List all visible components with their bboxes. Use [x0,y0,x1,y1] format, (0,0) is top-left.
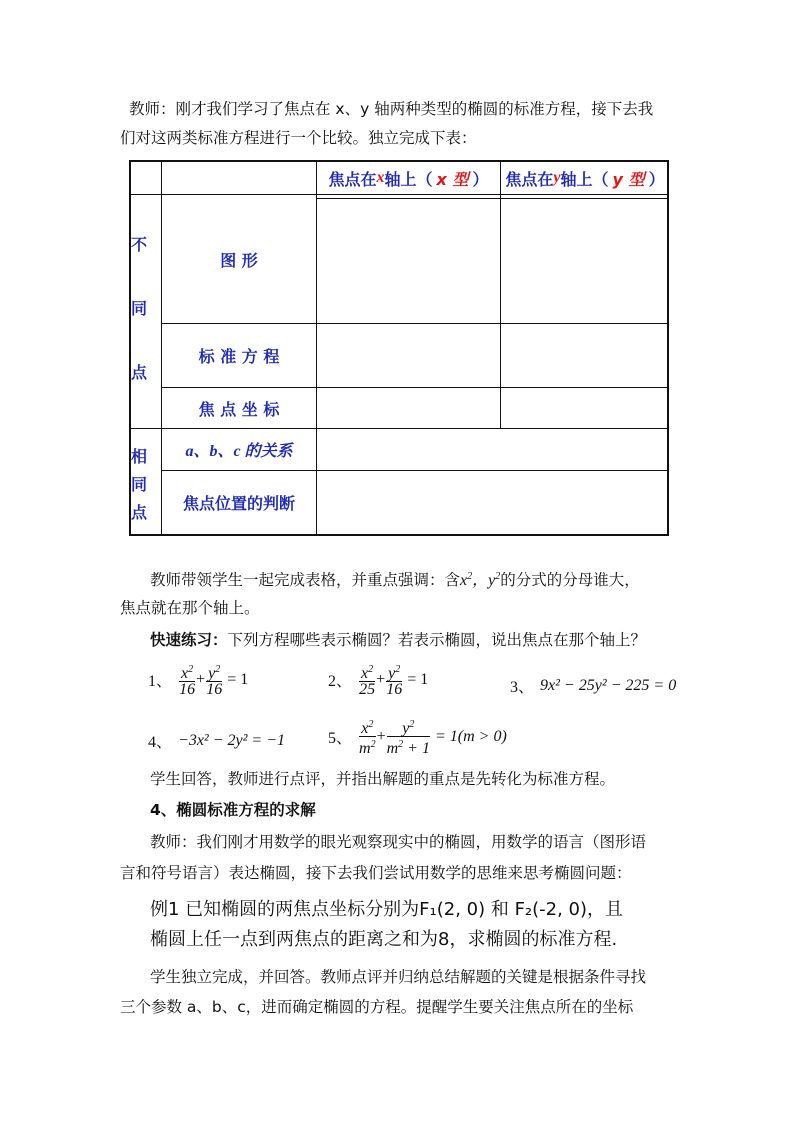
comparison-table [129,160,669,536]
row-label-position: 焦点位置的判断 [182,494,295,513]
para1-line-1: 教师带领学生一起完成表格，并重点强调：含$x^2$，$y^2$的分式的分母谁大， [150,571,640,589]
para1-line-2: 焦点就在那个轴上。 [120,599,260,617]
para4-line-2: 三个参数 a、b、c，进而确定椭圆的方程。提醒学生要关注焦点所在的坐标 [120,998,634,1016]
header-x-type: 焦点在 x 轴上（ x 型 ） [328,169,489,189]
example-1-line-2: 椭圆上任一点到两焦点的距离之和为8，求椭圆的标准方程. [150,929,618,950]
diff-group-label: 不 同 点 [131,235,148,382]
row-label-abc: a、b、c 的关系 [185,443,293,460]
para3-line-2: 言和符号语言）表达椭圆，接下去我们尝试用数学的思维来思考椭圆问题： [120,864,632,882]
equation-5: 5、 $\frac{x^2}{m^2}$ + $\frac{y^2}{m^2 + 1}$ = 1(m > 0) [328,719,507,757]
section-4-heading: 4、椭圆标准方程的求解 [150,801,316,819]
para2: 学生回答，教师进行点评，并指出解题的重点是先转化为标准方程。 [150,770,616,788]
example-1-line-1: 例1 已知椭圆的两焦点坐标分别为F₁(2, 0) 和 F₂(-2, 0)，且 [150,899,624,920]
para4-line-1: 学生独立完成，并回答。教师点评并归纳总结解题的关键是根据条件寻找 [150,968,647,986]
practice-heading: 快速练习：下列方程哪些表示椭圆？若表示椭圆，说出焦点在那个轴上？ [150,631,647,649]
row-label-graph: 图 形 [220,250,258,270]
row-label-focus: 焦 点 坐 标 [198,399,280,419]
equation-3: 3、 9x² − 25y² − 225 = 0 [510,676,677,696]
same-group-label: 相 同 点 [131,447,148,522]
row-label-equation: 标 准 方 程 [198,347,280,366]
para3-line-1: 教师：我们刚才用数学的眼光观察现实中的椭圆，用数学的语言（图形语 [150,833,647,851]
intro-line-2: 们对这两类标准方程进行一个比较。独立完成下表： [120,129,477,147]
intro-line-1: 教师：刚才我们学习了焦点在 x、y 轴两种类型的椭圆的标准方程，接下去我 [129,100,654,118]
equation-2: 2、 $\frac{x^2}{25}$ + $\frac{y^2}{16}$ = 1 [328,664,429,698]
equation-4: 4、 −3x² − 2y² = −1 [148,731,285,751]
header-y-type: 焦点在 y 轴上（ y 型 ） [505,169,665,189]
equation-1: 1、 $\frac{x^2}{16}$ + $\frac{y^2}{16}$ = 1 [148,664,249,698]
